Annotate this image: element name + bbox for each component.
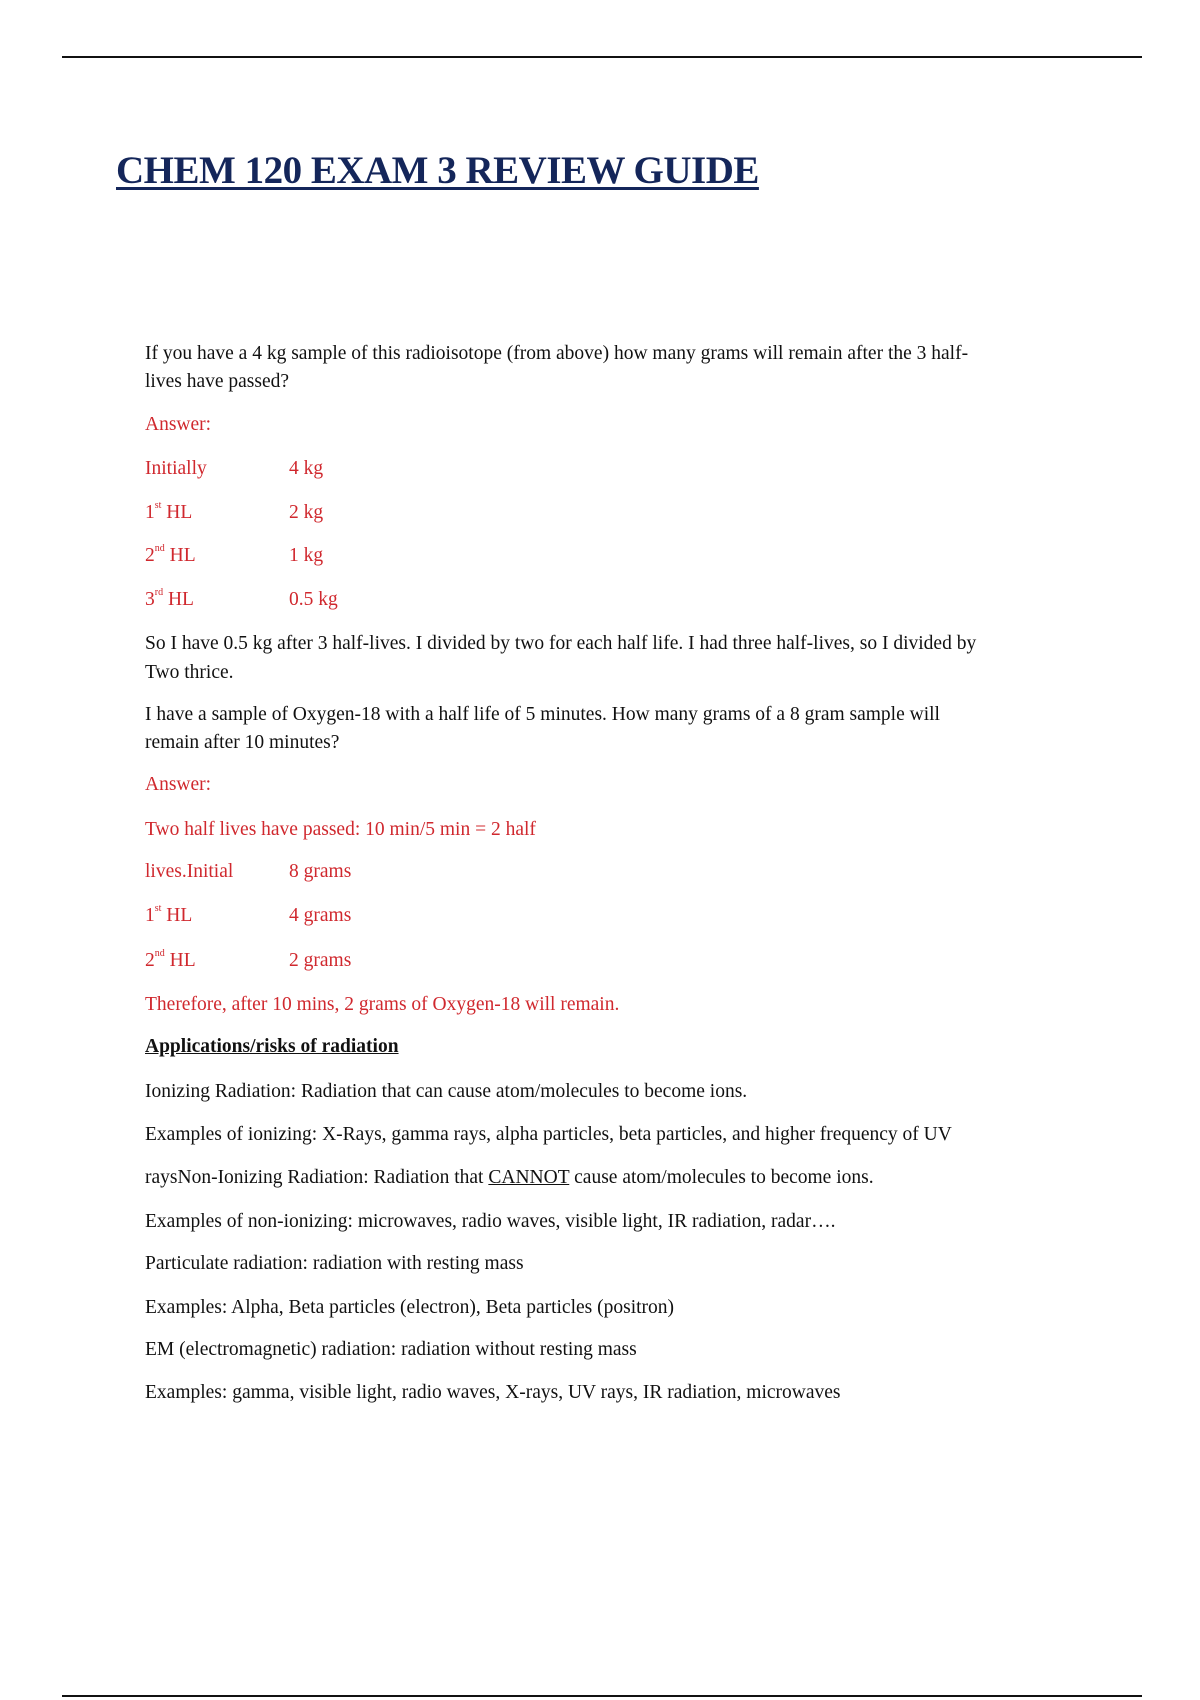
- radiation-line: EM (electromagnetic) radiation: radiation without resting mass: [145, 1339, 637, 1360]
- q1-row-value: 2 kg: [289, 502, 324, 523]
- q1-row-label: Initially: [145, 458, 207, 479]
- q1-row-value: 4 kg: [289, 458, 324, 479]
- q1-answer-label: Answer:: [145, 414, 212, 435]
- q2-text: I have a sample of Oxygen-18 with a half life of 5 minutes. How many grams of a 8 gram sample will: [145, 704, 940, 725]
- q1-explanation: Two thrice.: [145, 662, 234, 683]
- q2-row-value: 4 grams: [289, 905, 352, 926]
- q2-text: remain after 10 minutes?: [145, 732, 340, 753]
- q2-row-label: 1st HL: [145, 903, 193, 926]
- q1-text: lives have passed?: [145, 371, 290, 392]
- bottom-rule: [62, 1695, 1142, 1697]
- q2-row-label: 2nd HL: [145, 948, 196, 971]
- q1-row-label: 1st HL: [145, 500, 193, 523]
- q2-answer-line: Two half lives have passed: 10 min/5 min = 2 half: [145, 819, 536, 840]
- q1-row-label: 3rd HL: [145, 587, 194, 610]
- section-heading: Applications/risks of radiation: [145, 1036, 399, 1057]
- radiation-line: Examples of ionizing: X-Rays, gamma rays, alpha particles, beta particles, and higher frequency of UV: [145, 1124, 952, 1145]
- page-title: CHEM 120 EXAM 3 REVIEW GUIDE: [116, 149, 759, 192]
- q1-text: If you have a 4 kg sample of this radioisotope (from above) how many grams will remain after the 3 half-: [145, 343, 969, 364]
- q2-row-value: 8 grams: [289, 861, 352, 882]
- q2-row-label: lives.Initial: [145, 861, 234, 882]
- q2-conclusion: Therefore, after 10 mins, 2 grams of Oxygen-18 will remain.: [145, 994, 620, 1015]
- radiation-line: Particulate radiation: radiation with resting mass: [145, 1253, 524, 1274]
- radiation-line: Ionizing Radiation: Radiation that can cause atom/molecules to become ions.: [145, 1081, 748, 1102]
- radiation-line: Examples: Alpha, Beta particles (electron), Beta particles (positron): [145, 1297, 675, 1318]
- q1-row-value: 0.5 kg: [289, 589, 338, 610]
- radiation-line: raysNon-Ionizing Radiation: Radiation that CANNOT cause atom/molecules to become ions.: [145, 1167, 874, 1188]
- q2-row-value: 2 grams: [289, 950, 352, 971]
- q1-row-label: 2nd HL: [145, 543, 196, 566]
- q1-row-value: 1 kg: [289, 545, 324, 566]
- radiation-line: Examples: gamma, visible light, radio waves, X-rays, UV rays, IR radiation, microwaves: [145, 1382, 841, 1403]
- radiation-line: Examples of non-ionizing: microwaves, radio waves, visible light, IR radiation, radar….: [145, 1211, 836, 1232]
- top-rule: [62, 56, 1142, 58]
- q1-explanation: So I have 0.5 kg after 3 half-lives. I divided by two for each half life. I had three half-lives, so I divided by: [145, 633, 977, 654]
- q2-answer-label: Answer:: [145, 774, 212, 795]
